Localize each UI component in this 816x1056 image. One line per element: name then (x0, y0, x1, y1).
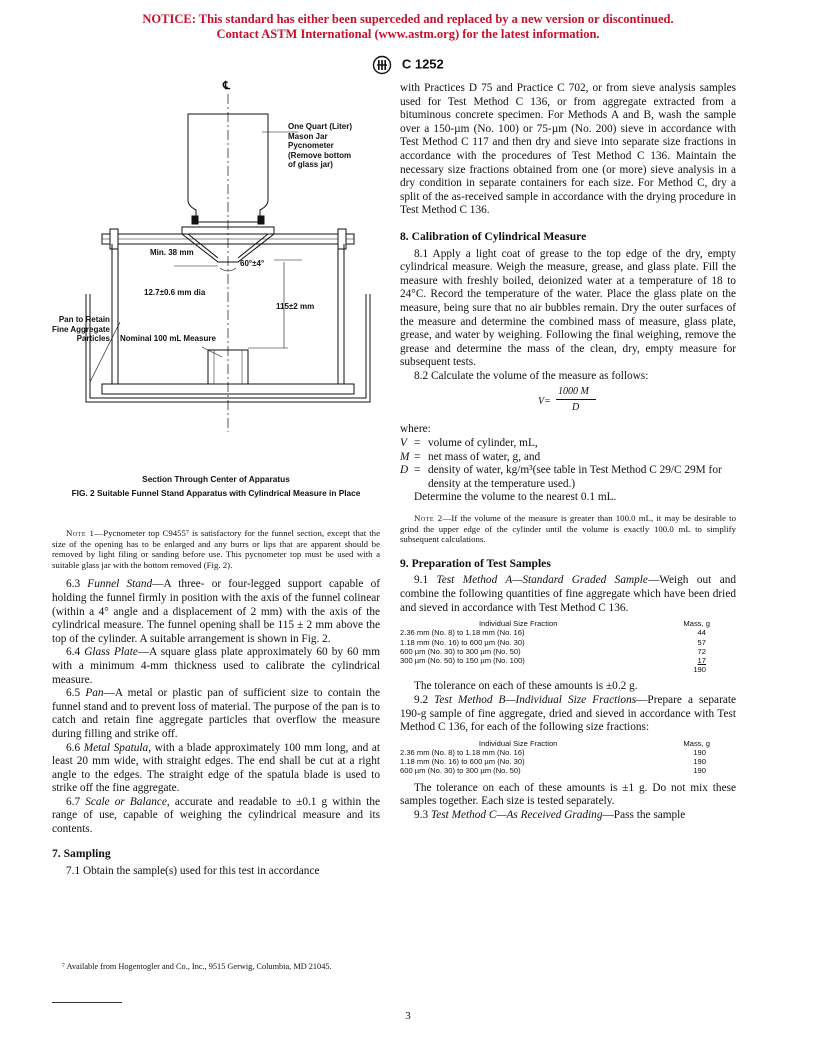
para-6-5: 6.5 Pan—A metal or plastic pan of sufficient size to contain the funnel stand and to prevent loss of material. The purpose of the pan is to catch and retain fine aggregate particles that overflow the measure during filling and strike off. (52, 687, 380, 740)
para-6-3: 6.3 Funnel Stand—A three- or four-legged support capable of holding the funnel firmly in position with the axis of the funnel colinear (within a 4° angle and a displacement of 2 mm) with the axis of the cylindrical measure. The funnel opening shall be 115 ± 2 mm above the top of the cylinder. A suitable arrangement is shown in Fig. 2. (52, 578, 381, 645)
tolerance-b: The tolerance on each of these amounts is ±1 g. Do not mix these samples together. Each size is tested separately. (400, 781, 736, 808)
notice-banner (0, 12, 816, 42)
pan-label: Pan to Retain Fine Aggregate Particles (52, 315, 110, 343)
table-row: 300 µm (No. 50) to 150 µm (No. 100) 17 (400, 656, 706, 665)
tolerance-a: The tolerance on each of these amounts is ±0.2 g. (414, 680, 638, 693)
table-row: 1.18 mm (No. 16) to 600 µm (No. 30) 190 (400, 757, 706, 767)
right-column (400, 82, 736, 822)
section-8-heading: 8. Calibration of Cylindrical Measure (400, 229, 587, 243)
notice-line-1: NOTICE: This standard has either been superceded and replaced by a new version or discontinued. (142, 12, 674, 26)
para-9-2: 9.2 Test Method B—Individual Size Fractions—Prepare a separate 190-g sample of fine aggregate, dried and sieved in accordance with Test Method C 136, for each of the following size fractions: (400, 694, 737, 734)
para-6-6: 6.6 Metal Spatula, with a blade approximately 100 mm long, and at least 20 mm wide, with straight edges. The end shall be cut at a right angle to the edges. The straight edge of the spatula blade is used to strike off the fine aggregate. (52, 741, 380, 795)
size-table-a: Individual Size Fraction Mass, g 2.36 mm (No. 8) to 1.18 mm (No. 16) 44 1.18 mm (No. 16) to 600 µm (No. 30) 57 600 µm (No. 30) to 300 µm (No. 50) 72 300 µm (No. 50) to 150 µm (No. 100) 17 190 (400, 619, 736, 674)
standard-header (0, 55, 816, 75)
table-row: 2.36 mm (No. 8) to 1.18 mm (No. 16) 44 (400, 628, 706, 638)
note-1: Note 1—Pycnometer top C9455⁷ is satisfactory for the funnel section, except that the size of the opening has to be enlarged and any burrs or lips that are apparent should be removed by light filing or sanding before use. This pycnometer top must be used with a suitable glass jar with the bottom removed (Fig. 2). (52, 528, 380, 570)
table-row: 600 µm (No. 30) to 300 µm (No. 50) 72 (400, 646, 706, 656)
section-7-heading: 7. Sampling (52, 846, 111, 860)
where-label: where: (400, 423, 431, 436)
para-7-1-cont: with Practices D 75 and Practice C 702, or from sieve analysis samples used for Test Method C 136, or from aggregate extracted from a bituminous concrete specimen. For Methods A and B, wash the sample over a 150-µm (No. 100) or 75-µm (No. 200) sieve in accordance with Test Method C 117 and then dry and sieve into separate size fractions in accordance with the procedures of Test Method C 136. Maintain the necessary size fractions obtained from one (or more) sieve analysis in a dry condition in separate containers for each size. For Method C, dry a split of the as-received sample in accordance with the drying procedure in Test Method C 136. (400, 82, 736, 217)
table-row: 600 µm (No. 30) to 300 µm (No. 50) 190 (400, 766, 706, 776)
footnote-7: ⁷ Available from Hogentogler and Co., Inc., 9515 Gerwig, Columbia, MD 21045. (62, 962, 332, 971)
designation: C 1252 (401, 56, 444, 72)
diameter-label: 12.7±0.6 mm dia (144, 288, 206, 297)
para-7-1: 7.1 Obtain the sample(s) used for this test in accordance (66, 865, 320, 878)
volume-formula: V= 1000 M D (400, 385, 736, 417)
measure-label: Nominal 100 mL Measure (120, 334, 216, 343)
page-number: 3 (405, 1010, 411, 1022)
table-total-row: 190 (693, 665, 706, 675)
section-9-heading: 9. Preparation of Test Samples (400, 556, 551, 570)
determine-volume: Determine the volume to the nearest 0.1 mL. (414, 491, 617, 504)
centerline-label: ℄ (223, 80, 231, 92)
para-6-7: 6.7 Scale or Balance, accurate and readable to ±0.1 g within the range of use, capable of weighing the cylindrical measure and its contents. (52, 795, 381, 836)
footnote-rule (52, 1002, 122, 1003)
section-caption: Section Through Center of Apparatus (142, 474, 290, 484)
astm-logo-icon (372, 55, 392, 75)
figure-2 (52, 82, 380, 512)
notice-line-2: Contact ASTM International (www.astm.org) for the latest information. (216, 27, 600, 41)
figure-caption: FIG. 2 Suitable Funnel Stand Apparatus with Cylindrical Measure in Place (71, 488, 361, 498)
table-row: 1.18 mm (No. 16) to 600 µm (No. 30) 57 (400, 637, 706, 647)
para-8-1: 8.1 Apply a light coat of grease to the top edge of the dry, empty cylindrical measure. Weigh the measure, grease, and glass plate. Fill the measure with freshly boiled, deionized water at a temperature of 18 to 24°C. Record the temperature of the water. Place the glass plate on the measure, being sure that no air bubbles remain. Dry the outer surfaces of the measure and determine the combined mass of measure, glass plate, grease, and water by weighing. Following the final weighing, remove the grease and determine the mass of the clean, dry, empty measure for subsequent tests. (400, 247, 736, 369)
size-table-b: Individual Size Fraction Mass, g 2.36 mm (No. 8) to 1.18 mm (No. 16) 190 1.18 mm (No. 16) to 600 µm (No. 30) 190 600 µm (No. 30) to 300 µm (No. 50) 190 (400, 739, 736, 776)
table-row: 2.36 mm (No. 8) to 1.18 mm (No. 16) 190 (400, 747, 706, 757)
para-9-1: 9.1 Test Method A—Standard Graded Sample—Weigh out and combine the following quantities of fine aggregate which have been dried and sieved in accordance with Test Method C 136. (400, 574, 736, 614)
height-115-label: 115±2 mm (276, 302, 315, 311)
para-6-4: 6.4 Glass Plate—A square glass plate approximately 60 by 60 mm with a minimum 4-mm thickness used to calibrate the cylindrical measure. (52, 646, 381, 686)
angle-label: 60°±4° (240, 259, 265, 268)
left-column (52, 528, 380, 879)
where-list: V = volume of cylinder, mL, M = net mass of water, g, and D = density of water, kg/m³(see table in Test Method C 29/C 29M for density at the temperature used.) (400, 437, 722, 490)
min-38-label: Min. 38 mm (150, 248, 194, 257)
para-9-3: 9.3 Test Method C—As Received Grading—Pass the sample (414, 808, 686, 821)
para-8-2: 8.2 Calculate the volume of the measure as follows: (414, 369, 649, 382)
pycnometer-label: One Quart (Liter) Mason Jar Pycnometer (Remove bottom of glass jar) (288, 122, 353, 169)
note-2: Note 2—If the volume of the measure is greater than 100.0 mL, it may be desirable to grind the upper edge of the cylinder until the volume is exactly 100.0 mL to simplify subsequent calculations. (400, 513, 736, 545)
